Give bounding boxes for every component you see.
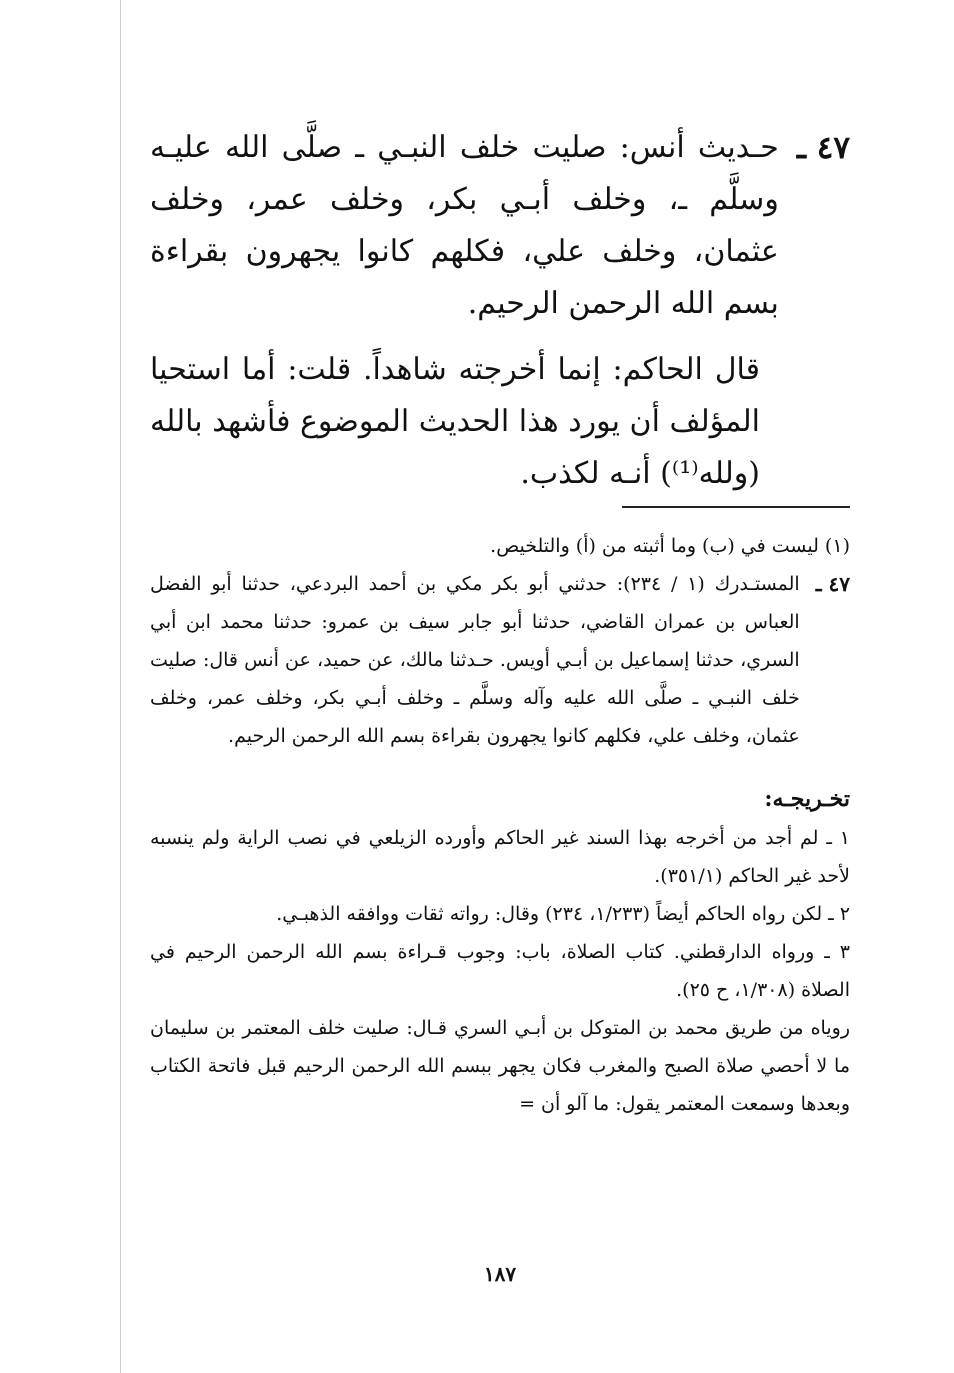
hakim-comment: قال الحاكم: إنما أخرجته شاهداً. قلت: أما استحيا المؤلف أن يورد هذا الحديث الموضوع فأشهد بالله (ولله⁽¹⁾) أنـه لكذب. bbox=[150, 352, 760, 491]
takhrij-item-3: ٣ ـ ورواه الدارقطني. كتاب الصلاة، باب: وجوب قـراءة بسم الله الرحمن الرحيم في الصلاة (١/٣٠٨، ح ٢٥). bbox=[150, 941, 850, 1001]
main-text-block bbox=[150, 122, 850, 500]
takhrij-item-2: ٢ ـ لكن رواه الحاكم أيضاً (١/٢٣٣، ٢٣٤) وقال: رواته ثقات ووافقه الذهبـي. bbox=[276, 903, 850, 925]
footnote-1: (١) ليست في (ب) وما أثبته من (أ) والتلخيص. bbox=[490, 535, 850, 557]
footnotes-block bbox=[150, 527, 850, 1123]
takhrij-item-1: ١ ـ لم أجد من أخرجه بهذا السند غير الحاكم وأورده الزيلعي في نصب الراية ولم ينسبه لأحد غير الحاكم (٣٥١/١). bbox=[150, 827, 850, 887]
source-text: المستـدرك (١ / ٢٣٤): حدثني أبو بكر مكي بن أحمد البردعي، حدثنا أبو الفضل العباس بن عمران القاضي، حدثنا أبو جابر سيف بن عمرو: حدثنا محمد ابن أبي السري، حدثنا إسماعيل بن أبـي أويس. حـدثنا مالك، عن حميد، عن أنس قال: صليت خلف النبـي ـ صلَّى الله عليه وآله وسلَّم ـ وخلف أبـي بكر، وخلف عمر، وخلف عثمان، وخلف علي، فكلهم كانوا يجهرون بقراءة بسم الله الرحمن الرحيم. bbox=[150, 573, 800, 747]
page-number: ١٨٧ bbox=[483, 1262, 517, 1286]
entry-number: ٤٧ ـ bbox=[796, 130, 850, 166]
hadith-text: حـديث أنس: صليت خلف النبـي ـ صلَّى الله عليـه وسلَّم ـ، وخلف أبـي بكر، وخلف عمر، وخلف عثمان، وخلف علي، فكلهم كانوا يجهرون بقراءة بسم الله الرحمن الرحيم. bbox=[150, 130, 779, 321]
takhrij-item-4: روياه من طريق محمد بن المتوكل بن أبـي السري قـال: صليت خلف المعتمر بن سليمان ما لا أحصي صلاة الصبح والمغرب فكان يجهر ببسم الله الرحمن الرحيم قبل فاتحة الكتاب وبعدها وسمعت المعتمر يقول: ما آلو أن = bbox=[150, 1017, 850, 1115]
book-page bbox=[150, 0, 850, 1373]
takhrij-heading: تخـريجـه: bbox=[764, 786, 850, 812]
footnote-separator bbox=[622, 506, 850, 508]
source-footnote bbox=[150, 565, 850, 755]
hadith-entry bbox=[150, 122, 850, 330]
binding-margin-line bbox=[120, 0, 121, 1373]
source-entry-number: ٤٧ ـ bbox=[815, 572, 850, 596]
